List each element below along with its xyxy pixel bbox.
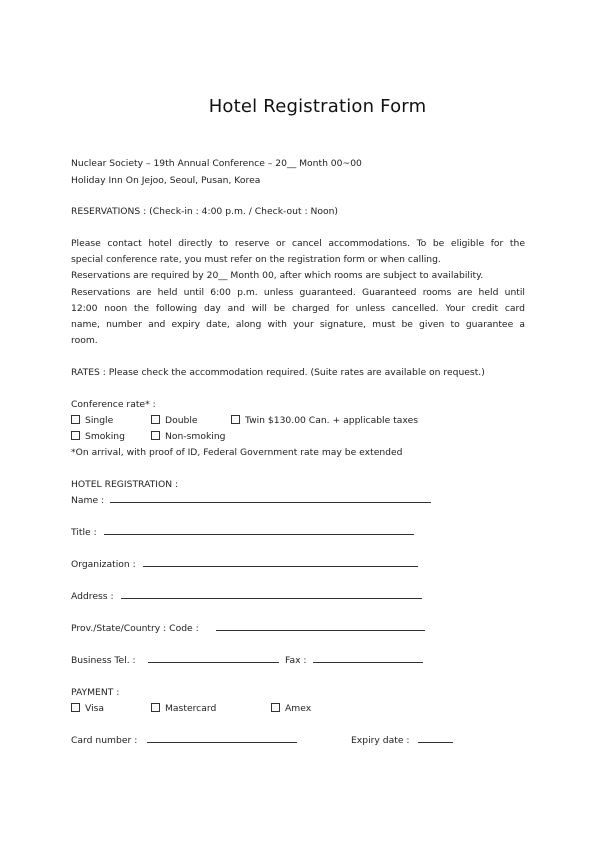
paragraph-line: special conference rate, you must refer on the registration form or when calling. xyxy=(71,254,441,266)
checkbox-visa[interactable] xyxy=(71,703,80,712)
address-field[interactable] xyxy=(121,598,422,599)
checkbox-twin[interactable] xyxy=(231,415,240,424)
business-tel-label: Business Tel. : xyxy=(71,655,136,666)
conference-line: Nuclear Society – 19th Annual Conference – 20__ Month 00~00 xyxy=(71,158,362,169)
option-non-smoking[interactable] xyxy=(151,431,226,443)
venue-line: Holiday Inn On Jejoo, Seoul, Pusan, Korea xyxy=(71,175,261,186)
reservations-heading: RESERVATIONS : (Check-in : 4:00 p.m. / Check-out : Noon) xyxy=(71,206,339,217)
option-label: Visa xyxy=(85,703,105,714)
hotel-registration-heading: HOTEL REGISTRATION : xyxy=(71,479,179,490)
organization-label: Organization : xyxy=(71,559,136,570)
paragraph-line: 12:00 noon the following day and will be charged for unless cancelled. Your credit card xyxy=(71,302,525,314)
checkbox-amex[interactable] xyxy=(271,703,280,712)
federal-rate-note: *On arrival, with proof of ID, Federal Government rate may be extended xyxy=(71,447,403,458)
paragraph-line: Reservations are required by 20__ Month 00, after which rooms are subject to availability. xyxy=(71,270,484,282)
business-tel-field[interactable] xyxy=(148,662,279,663)
checkbox-smoking[interactable] xyxy=(71,431,80,440)
paragraph-line: name, number and expiry date, along with your signature, must be given to guarantee a xyxy=(71,319,525,331)
reservation-instructions xyxy=(71,236,525,349)
prov-state-country-field[interactable] xyxy=(216,630,425,631)
option-label: Non-smoking xyxy=(165,431,226,442)
card-number-field[interactable] xyxy=(147,742,297,743)
option-amex[interactable] xyxy=(271,703,311,715)
option-label: Smoking xyxy=(85,431,125,442)
title-label: Title : xyxy=(71,527,97,538)
prov-state-country-label: Prov./State/Country : Code : xyxy=(71,623,199,634)
rates-heading: RATES : Please check the accommodation required. (Suite rates are available on request.) xyxy=(71,367,485,378)
fax-field[interactable] xyxy=(313,662,423,663)
option-label: Double xyxy=(165,415,198,426)
option-mastercard[interactable] xyxy=(151,703,216,715)
paragraph-line: Reservations are held until 6:00 p.m. unless guaranteed. Guaranteed rooms are held until xyxy=(71,286,525,298)
payment-heading: PAYMENT : xyxy=(71,687,120,698)
option-twin[interactable] xyxy=(231,415,418,427)
option-label: Single xyxy=(85,415,114,426)
name-label: Name : xyxy=(71,495,105,506)
option-label: Twin $130.00 Can. + applicable taxes xyxy=(245,415,419,426)
option-label: Amex xyxy=(285,703,312,714)
checkbox-single[interactable] xyxy=(71,415,80,424)
paragraph-line: room. xyxy=(71,335,98,347)
page-title: Hotel Registration Form xyxy=(208,96,427,117)
checkbox-double[interactable] xyxy=(151,415,160,424)
paragraph-line: Please contact hotel directly to reserve or cancel accommodations. To be eligible for the xyxy=(71,238,525,249)
option-single[interactable] xyxy=(71,415,113,427)
option-label: Mastercard xyxy=(165,703,217,714)
checkbox-non-smoking[interactable] xyxy=(151,431,160,440)
option-visa[interactable] xyxy=(71,703,104,715)
checkbox-mastercard[interactable] xyxy=(151,703,160,712)
name-field[interactable] xyxy=(110,502,431,503)
conference-rate-label: Conference rate* : xyxy=(71,399,156,410)
expiry-date-field[interactable] xyxy=(418,742,453,743)
option-double[interactable] xyxy=(151,415,198,427)
card-number-label: Card number : xyxy=(71,735,138,746)
title-field[interactable] xyxy=(104,534,414,535)
fax-label: Fax : xyxy=(285,655,307,666)
expiry-date-label: Expiry date : xyxy=(351,735,410,746)
option-smoking[interactable] xyxy=(71,431,125,443)
organization-field[interactable] xyxy=(143,566,418,567)
address-label: Address : xyxy=(71,591,114,602)
